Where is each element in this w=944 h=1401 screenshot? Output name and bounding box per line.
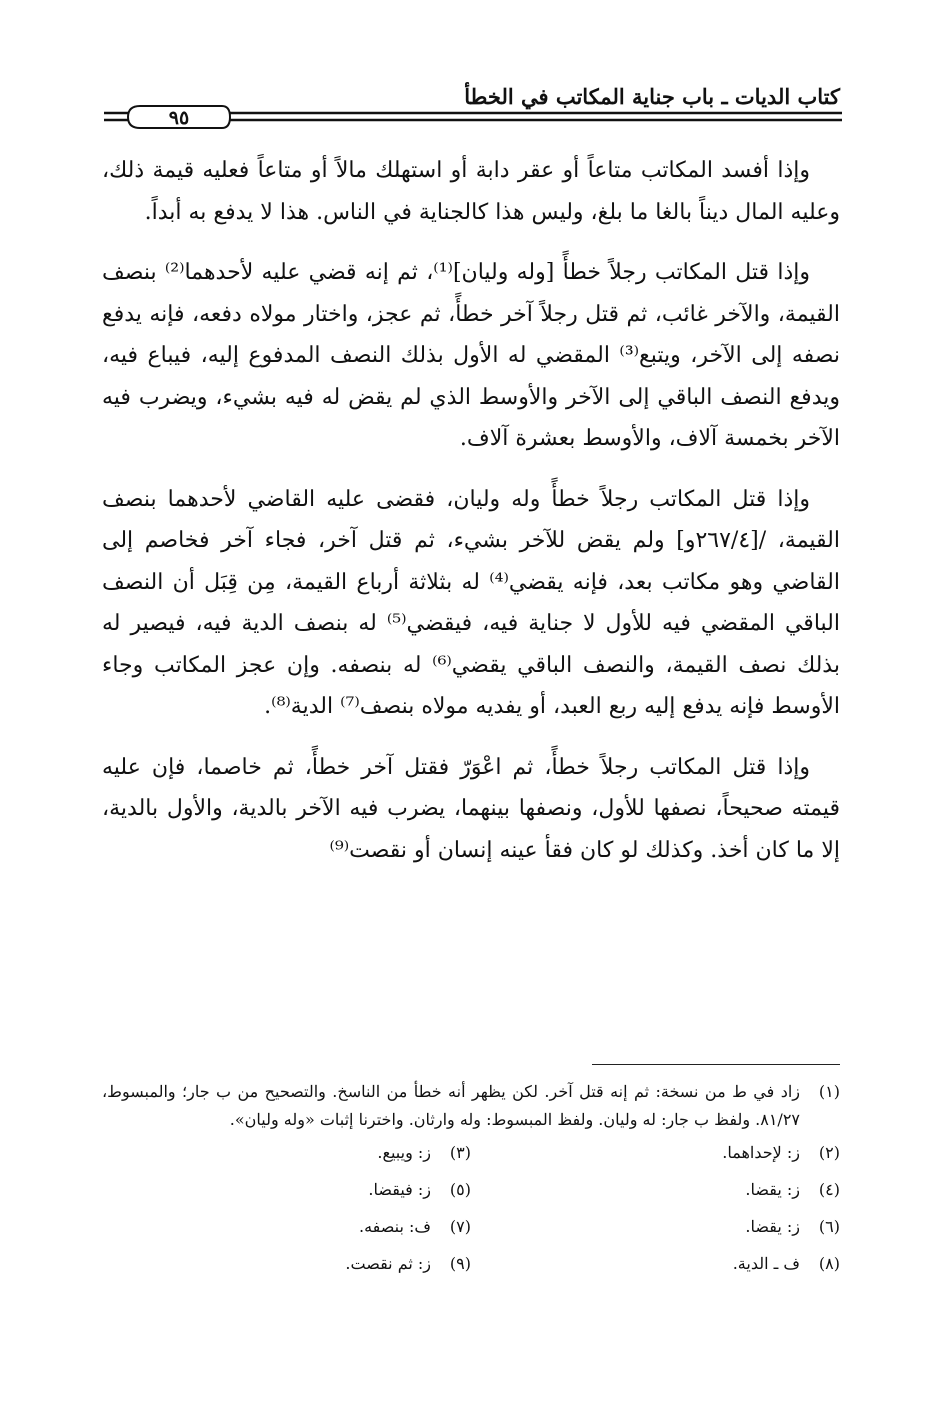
paragraph-1: وإذا أفسد المكاتب متاعاً أو عقر دابة أو استهلك مالاً أو متاعاً فعليه قيمة ذلك، وعليه المال ديناً بالغا ما بلغ، وليس هذا كالجناية في الناس. هذا لا يدفع به أبداً. bbox=[102, 158, 840, 225]
footnote-row bbox=[102, 1245, 840, 1282]
page-number: ٩٥ bbox=[168, 107, 190, 129]
footnote-5 bbox=[102, 1176, 471, 1204]
footnote-text: زاد في ط من نسخة: ثم إنه قتل آخر. لكن يظهر أنه خطأ من الناسخ. والتصحيح من ب جار؛ والمبسوط، ٨١/٢٧. ولفظ ب جار: له وليان. ولفظ المبسوط: وله وارثان. واخترنا إثبات «وله وليان». bbox=[102, 1082, 800, 1129]
footnote-4 bbox=[471, 1176, 840, 1204]
footnote-6 bbox=[471, 1213, 840, 1241]
footnote-2 bbox=[471, 1139, 840, 1167]
footnote-8 bbox=[471, 1250, 840, 1278]
footnote-row bbox=[102, 1208, 840, 1245]
footnote-number: (٣) bbox=[449, 1142, 471, 1162]
footnote-text: ز: ويبيع. bbox=[377, 1142, 431, 1162]
footnote-number: (٨) bbox=[818, 1253, 840, 1273]
footnote-number: (٩) bbox=[449, 1253, 471, 1273]
footnote-9 bbox=[102, 1250, 471, 1278]
footnote-text: ف: بنصفه. bbox=[359, 1216, 431, 1236]
main-text bbox=[102, 150, 840, 890]
footnote-text: ز: يقضا. bbox=[745, 1216, 800, 1236]
footnote-text: ز: لإحداهما. bbox=[722, 1142, 800, 1162]
footnote-text: ف ـ الدية. bbox=[732, 1253, 800, 1273]
footnote-separator bbox=[592, 1064, 840, 1065]
footnote-number: (٧) bbox=[449, 1216, 471, 1236]
footnote-3 bbox=[102, 1139, 471, 1167]
footnote-text: ز: فيقضا. bbox=[368, 1179, 431, 1199]
footnote-row bbox=[102, 1134, 840, 1171]
paragraph-4: وإذا قتل المكاتب رجلاً خطأً، ثم اعْوَرّ فقتل آخر خطأً، ثم خاصما، فإن عليه قيمته صحيحاً، نصفها للأول، ونصفها بينهما، يضرب فيه الآخر بالدية، والأول بالدية، إلا ما كان أخذ. وكذلك لو كان فقأ عينه إنسان أو نقصت⁽⁹⁾ bbox=[102, 754, 840, 863]
footnote-text: ز: يقضا. bbox=[745, 1179, 800, 1199]
footnote-1 bbox=[102, 1078, 840, 1134]
footnote-7 bbox=[102, 1213, 471, 1241]
footnote-number: (٤) bbox=[818, 1179, 840, 1199]
running-header-title: كتاب الديات ـ باب جناية المكاتب في الخطأ bbox=[464, 84, 840, 109]
footnote-number: (١) bbox=[818, 1082, 840, 1101]
footnote-number: (٥) bbox=[449, 1179, 471, 1199]
footnote-row bbox=[102, 1171, 840, 1208]
footnote-number: (٢) bbox=[818, 1142, 840, 1162]
footnote-text: ز: ثم نقصت. bbox=[345, 1253, 431, 1273]
footnotes bbox=[102, 1078, 840, 1282]
paragraph-2: وإذا قتل المكاتب رجلاً خطأً [وله وليان]⁽¹⁾، ثم إنه قضي عليه لأحدهما⁽²⁾ بنصف القيمة، والآخر غائب، ثم قتل رجلاً آخر خطأً، ثم عجز، واختار مولاه دفعه، فإنه يدفع نصفه إلى الآخر، ويتبع⁽³⁾ المقضي له الأول بذلك النصف المدفوع إليه، فيباع فيه، ويدفع النصف الباقي إلى الآخر والأوسط الذي لم يقض له فيه بشيء، ويضرب فيه الآخر بخمسة آلاف، والأوسط بعشرة آلاف. bbox=[102, 260, 840, 451]
header-rule-with-page-number bbox=[104, 104, 842, 130]
footnote-number: (٦) bbox=[818, 1216, 840, 1236]
paragraph-3: وإذا قتل المكاتب رجلاً خطأً وله وليان، فقضى عليه القاضي لأحدهما بنصف القيمة، /[٢٦٧/٤و] ولم يقض للآخر بشيء، ثم قتل آخر، فجاء آخر فخاصم إلى القاضي وهو مكاتب بعد، فإنه يقضي⁽⁴⁾ له بثلاثة أرباع القيمة، مِن قِبَل أن النصف الباقي المقضي فيه للأول لا جناية فيه، فيقضي⁽⁵⁾ له بنصف الدية فيه، فيصير له بذلك نصف القيمة، والنصف الباقي يقضي⁽⁶⁾ له بنصفه. وإن عجز المكاتب وجاء الأوسط فإنه يدفع إليه ربع العبد، أو يفديه مولاه بنصف⁽⁷⁾ الدية⁽⁸⁾. bbox=[102, 486, 840, 719]
